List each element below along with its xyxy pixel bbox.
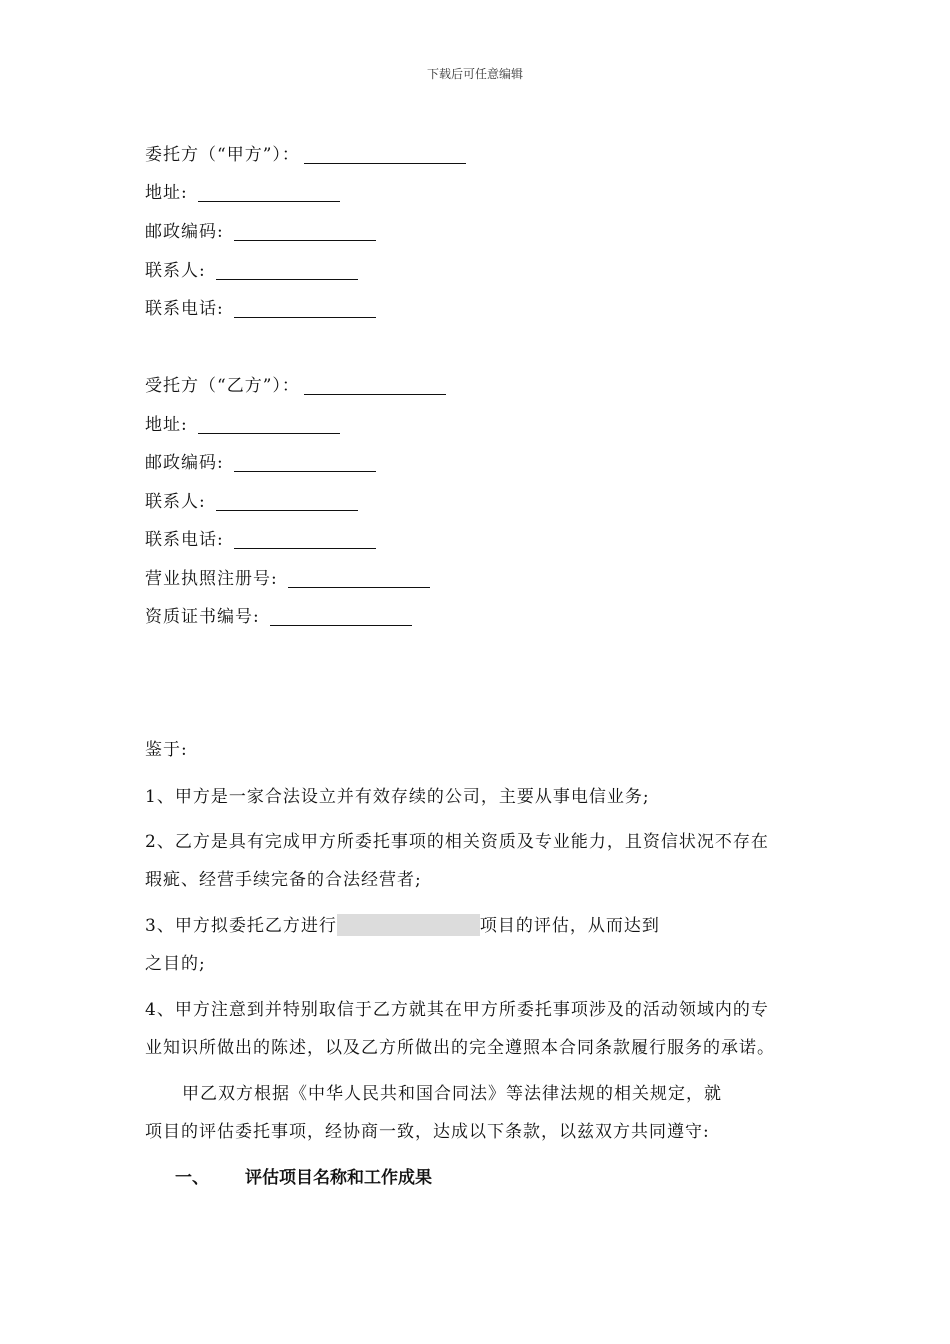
party-b-contact-blank[interactable]	[216, 492, 358, 511]
whereas-item-4-line-2: 业知识所做出的陈述，以及乙方所做出的完全遵照本合同条款履行服务的承诺。	[145, 1038, 775, 1058]
party-b-certificate-blank[interactable]	[270, 607, 412, 626]
party-a-phone-line	[145, 294, 376, 319]
section-1-title: 评估项目名称和工作成果	[245, 1168, 432, 1188]
whereas-item-3-prefix: 3、甲方拟委托乙方进行	[145, 916, 337, 936]
party-b-license-line	[145, 564, 430, 589]
whereas-item-3-line-2: 之目的;	[145, 954, 206, 974]
party-b-postcode-line	[145, 448, 376, 473]
whereas-item-4-line-1: 4、甲方注意到并特别取信于乙方就其在甲方所委托事项涉及的活动领域内的专	[145, 1000, 769, 1020]
party-a-address-label: 地址:	[145, 183, 188, 203]
party-b-license-blank[interactable]	[288, 569, 430, 588]
page-header: 下载后可任意编辑	[426, 67, 523, 81]
party-b-certificate-label: 资质证书编号:	[145, 607, 260, 627]
party-b-title: 受托方（“乙方”）：	[145, 376, 300, 396]
agreement-line-1: 甲乙双方根据《中华人民共和国合同法》等法律法规的相关规定，就	[182, 1084, 722, 1104]
redacted-project-name	[337, 914, 480, 936]
party-b-postcode-blank[interactable]	[234, 453, 376, 472]
party-a-postcode-blank[interactable]	[234, 222, 376, 241]
party-b-contact-label: 联系人:	[145, 492, 206, 512]
party-a-title: 委托方（“甲方”）：	[145, 145, 300, 165]
section-1-number: 一、	[175, 1168, 209, 1188]
party-b-license-label: 营业执照注册号:	[145, 569, 278, 589]
party-b-phone-line	[145, 525, 376, 550]
party-a-address-line	[145, 178, 340, 203]
party-b-certificate-line	[145, 602, 412, 627]
party-a-postcode-line	[145, 217, 376, 242]
party-a-address-blank[interactable]	[198, 183, 340, 202]
party-b-address-blank[interactable]	[198, 415, 340, 434]
party-b-name-blank[interactable]	[304, 376, 446, 395]
party-a-contact-line	[145, 256, 358, 281]
party-a-phone-label: 联系电话:	[145, 299, 224, 319]
party-b-phone-blank[interactable]	[234, 530, 376, 549]
whereas-item-3-suffix: 项目的评估，从而达到	[479, 916, 660, 936]
whereas-item-3-line-1	[145, 911, 660, 936]
party-b-contact-line	[145, 487, 358, 512]
whereas-item-2-line-2: 瑕疵、经营手续完备的合法经营者;	[145, 870, 422, 890]
party-b-phone-label: 联系电话:	[145, 530, 224, 550]
party-a-name-blank[interactable]	[304, 145, 466, 164]
whereas-title: 鉴于:	[145, 740, 188, 760]
party-a-contact-blank[interactable]	[216, 261, 358, 280]
whereas-item-1: 1、甲方是一家合法设立并有效存续的公司，主要从事电信业务;	[145, 787, 650, 807]
party-a-postcode-label: 邮政编码:	[145, 222, 224, 242]
party-b-postcode-label: 邮政编码:	[145, 453, 224, 473]
party-b-address-label: 地址:	[145, 415, 188, 435]
agreement-line-2: 项目的评估委托事项，经协商一致，达成以下条款，以兹双方共同遵守:	[145, 1122, 710, 1142]
party-a-title-line	[145, 140, 466, 165]
party-a-phone-blank[interactable]	[234, 299, 376, 318]
party-a-contact-label: 联系人:	[145, 261, 206, 281]
whereas-item-2-line-1: 2、乙方是具有完成甲方所委托事项的相关资质及专业能力，且资信状况不存在	[145, 832, 769, 852]
party-b-address-line	[145, 410, 340, 435]
party-b-title-line	[145, 371, 446, 396]
